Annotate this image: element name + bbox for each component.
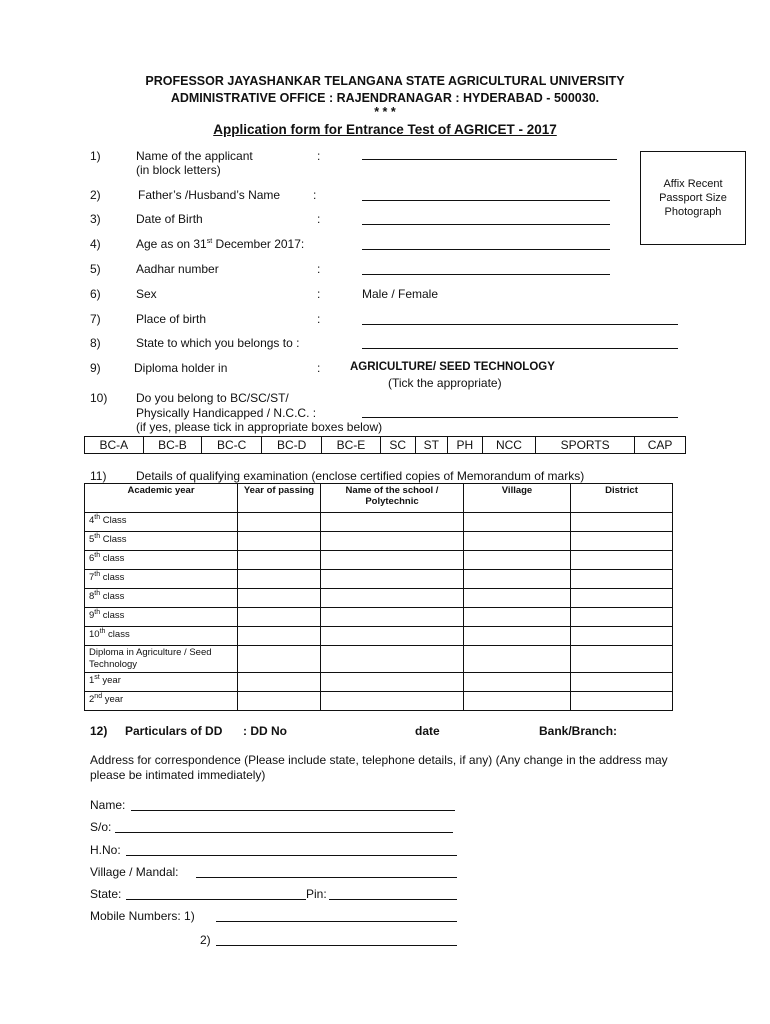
entry-cell[interactable] bbox=[321, 513, 464, 532]
academic-year-cell: 1st year bbox=[85, 673, 238, 692]
field-3-label: Date of Birth bbox=[136, 212, 203, 226]
entry-cell[interactable] bbox=[238, 608, 321, 627]
field-3-colon: : bbox=[317, 212, 321, 226]
photo-box bbox=[640, 151, 746, 245]
address-village-line[interactable] bbox=[196, 877, 457, 878]
address-name-label: Name: bbox=[90, 798, 126, 812]
field-10-line1: Do you belong to BC/SC/ST/ bbox=[136, 391, 289, 405]
stars-separator: * * * bbox=[374, 105, 396, 119]
academic-year-cell: 4th Class bbox=[85, 513, 238, 532]
academic-year-cell: Diploma in Agriculture / Seed Technology bbox=[85, 646, 238, 673]
field-5-label: Aadhar number bbox=[136, 262, 219, 276]
entry-cell[interactable] bbox=[321, 646, 464, 673]
header-academic-year: Academic year bbox=[85, 484, 238, 513]
photo-box-label: Affix Recent Passport Size Photograph bbox=[659, 178, 727, 218]
field-8-label: State to which you belongs to : bbox=[136, 336, 300, 350]
table-row bbox=[85, 608, 673, 627]
mobile-2-line[interactable] bbox=[216, 945, 457, 946]
header-district: District bbox=[571, 484, 673, 513]
category-box[interactable]: NCC bbox=[482, 437, 535, 454]
entry-cell[interactable] bbox=[464, 692, 571, 711]
category-box[interactable]: BC-C bbox=[202, 437, 262, 454]
entry-cell[interactable] bbox=[238, 646, 321, 673]
entry-cell[interactable] bbox=[464, 551, 571, 570]
field-6-colon: : bbox=[317, 287, 321, 301]
category-box[interactable]: BC-B bbox=[143, 437, 202, 454]
field-1-number: 1) bbox=[90, 149, 101, 163]
field-5-colon: : bbox=[317, 262, 321, 276]
table-row bbox=[85, 532, 673, 551]
state-belongs-line[interactable] bbox=[362, 348, 678, 349]
field-9-number: 9) bbox=[90, 361, 101, 375]
address-state-label: State: bbox=[90, 887, 122, 901]
table-row bbox=[85, 589, 673, 608]
entry-cell[interactable] bbox=[321, 589, 464, 608]
table-row bbox=[85, 673, 673, 692]
category-box[interactable]: CAP bbox=[635, 437, 686, 454]
address-pin-line[interactable] bbox=[329, 899, 457, 900]
address-pin-label: Pin: bbox=[306, 887, 327, 901]
father-name-line[interactable] bbox=[362, 200, 610, 201]
entry-cell[interactable] bbox=[321, 551, 464, 570]
field-2-label: Father’s /Husband’s Name bbox=[138, 188, 281, 202]
office-address: ADMINISTRATIVE OFFICE : RAJENDRANAGAR : HYDERABAD - 500030. bbox=[170, 91, 600, 105]
sex-options[interactable]: Male / Female bbox=[362, 287, 439, 301]
category-box[interactable]: PH bbox=[447, 437, 482, 454]
field-10-note: (if yes, please tick in appropriate boxes below) bbox=[136, 420, 383, 434]
field-5-number: 5) bbox=[90, 262, 101, 276]
field-4-number: 4) bbox=[90, 237, 101, 251]
field-1-label: Name of the applicant bbox=[136, 149, 253, 163]
academic-year-cell: 8th class bbox=[85, 589, 238, 608]
entry-cell[interactable] bbox=[321, 570, 464, 589]
dd-number-label: : DD No bbox=[243, 724, 287, 738]
field-12-number: 12) bbox=[90, 724, 108, 738]
address-state-line[interactable] bbox=[126, 899, 306, 900]
category-box[interactable]: BC-A bbox=[85, 437, 144, 454]
field-9-label: Diploma holder in bbox=[134, 361, 228, 375]
dd-bank-label: Bank/Branch: bbox=[539, 724, 618, 738]
category-table bbox=[84, 436, 686, 454]
entry-cell[interactable] bbox=[238, 627, 321, 646]
form-title: Application form for Entrance Test of AGRICET - 2017 bbox=[213, 122, 557, 137]
field-1-sublabel: (in block letters) bbox=[136, 163, 221, 177]
entry-cell[interactable] bbox=[238, 532, 321, 551]
entry-cell[interactable] bbox=[571, 532, 673, 551]
field-7-label: Place of birth bbox=[136, 312, 207, 326]
academic-year-cell: 2nd year bbox=[85, 692, 238, 711]
entry-cell[interactable] bbox=[238, 551, 321, 570]
academic-year-cell: 7th class bbox=[85, 570, 238, 589]
category-box[interactable]: SC bbox=[380, 437, 415, 454]
entry-cell[interactable] bbox=[464, 608, 571, 627]
field-2-colon: : bbox=[313, 188, 317, 202]
field-10-line2: Physically Handicapped / N.C.C. : bbox=[136, 406, 317, 420]
entry-cell[interactable] bbox=[464, 673, 571, 692]
category-line[interactable] bbox=[362, 417, 678, 418]
dd-date-label: date bbox=[415, 724, 440, 738]
entry-cell[interactable] bbox=[571, 673, 673, 692]
address-name-line[interactable] bbox=[131, 810, 455, 811]
entry-cell[interactable] bbox=[571, 551, 673, 570]
age-line[interactable] bbox=[362, 249, 610, 250]
entry-cell[interactable] bbox=[464, 627, 571, 646]
diploma-note: (Tick the appropriate) bbox=[388, 376, 502, 390]
entry-cell[interactable] bbox=[571, 570, 673, 589]
entry-cell[interactable] bbox=[321, 608, 464, 627]
entry-cell[interactable] bbox=[321, 627, 464, 646]
header-year-of-passing: Year of passing bbox=[238, 484, 321, 513]
table-row bbox=[85, 513, 673, 532]
qualifying-table bbox=[84, 483, 673, 711]
header-village: Village bbox=[464, 484, 571, 513]
entry-cell[interactable] bbox=[321, 692, 464, 711]
field-7-number: 7) bbox=[90, 312, 101, 326]
entry-cell[interactable] bbox=[464, 570, 571, 589]
entry-cell[interactable] bbox=[238, 692, 321, 711]
entry-cell[interactable] bbox=[571, 627, 673, 646]
field-3-number: 3) bbox=[90, 212, 101, 226]
field-10-number: 10) bbox=[90, 391, 108, 405]
entry-cell[interactable] bbox=[464, 646, 571, 673]
academic-year-cell: 5th Class bbox=[85, 532, 238, 551]
academic-year-cell: 9th class bbox=[85, 608, 238, 627]
address-so-line[interactable] bbox=[115, 832, 453, 833]
category-box[interactable]: BC-E bbox=[322, 437, 381, 454]
entry-cell[interactable] bbox=[464, 532, 571, 551]
university-name: PROFESSOR JAYASHANKAR TELANGANA STATE AGRICULTURAL UNIVERSITY bbox=[145, 74, 625, 88]
field-4-label: Age as on 31st December 2017: bbox=[136, 237, 305, 251]
field-6-number: 6) bbox=[90, 287, 101, 301]
entry-cell[interactable] bbox=[571, 589, 673, 608]
aadhar-line[interactable] bbox=[362, 274, 610, 275]
address-note: Address for correspondence (Please include state, telephone details, if any) (Any change in the address may please be intimated immediately) bbox=[90, 753, 668, 782]
category-box[interactable]: SPORTS bbox=[536, 437, 635, 454]
field-6-label: Sex bbox=[136, 287, 157, 301]
category-box[interactable]: BC-D bbox=[262, 437, 322, 454]
field-2-number: 2) bbox=[90, 188, 101, 202]
address-so-label: S/o: bbox=[90, 820, 112, 834]
table-row bbox=[85, 646, 673, 673]
field-12-label: Particulars of DD bbox=[125, 724, 223, 738]
entry-cell[interactable] bbox=[571, 646, 673, 673]
field-11-number: 11) bbox=[90, 469, 107, 483]
entry-cell[interactable] bbox=[321, 673, 464, 692]
table-row bbox=[85, 627, 673, 646]
field-8-number: 8) bbox=[90, 336, 101, 350]
table-row bbox=[85, 551, 673, 570]
entry-cell[interactable] bbox=[464, 513, 571, 532]
entry-cell[interactable] bbox=[571, 608, 673, 627]
entry-cell[interactable] bbox=[238, 570, 321, 589]
field-1-colon: : bbox=[317, 149, 321, 163]
entry-cell[interactable] bbox=[571, 513, 673, 532]
address-village-label: Village / Mandal: bbox=[90, 865, 179, 879]
table-row bbox=[85, 692, 673, 711]
mobile-2-label: 2) bbox=[200, 933, 211, 947]
birthplace-line[interactable] bbox=[362, 324, 678, 325]
dob-line[interactable] bbox=[362, 224, 610, 225]
entry-cell[interactable] bbox=[238, 673, 321, 692]
entry-cell[interactable] bbox=[321, 532, 464, 551]
address-hno-line[interactable] bbox=[126, 855, 457, 856]
entry-cell[interactable] bbox=[571, 692, 673, 711]
field-7-colon: : bbox=[317, 312, 321, 326]
academic-year-cell: 10th class bbox=[85, 627, 238, 646]
mobile-1-line[interactable] bbox=[216, 921, 457, 922]
category-box[interactable]: ST bbox=[415, 437, 447, 454]
academic-year-cell: 6th class bbox=[85, 551, 238, 570]
header-school: Name of the school / Polytechnic bbox=[321, 484, 464, 513]
entry-cell[interactable] bbox=[464, 589, 571, 608]
field-9-colon: : bbox=[317, 361, 321, 375]
mobile-1-label: Mobile Numbers: 1) bbox=[90, 909, 195, 923]
entry-cell[interactable] bbox=[238, 513, 321, 532]
field-11-label: Details of qualifying examination (enclose certified copies of Memorandum of marks) bbox=[136, 469, 585, 483]
address-hno-label: H.No: bbox=[90, 843, 121, 857]
entry-cell[interactable] bbox=[238, 589, 321, 608]
applicant-name-line[interactable] bbox=[362, 159, 617, 160]
table-row bbox=[85, 570, 673, 589]
diploma-options[interactable]: AGRICULTURE/ SEED TECHNOLOGY bbox=[350, 361, 555, 373]
